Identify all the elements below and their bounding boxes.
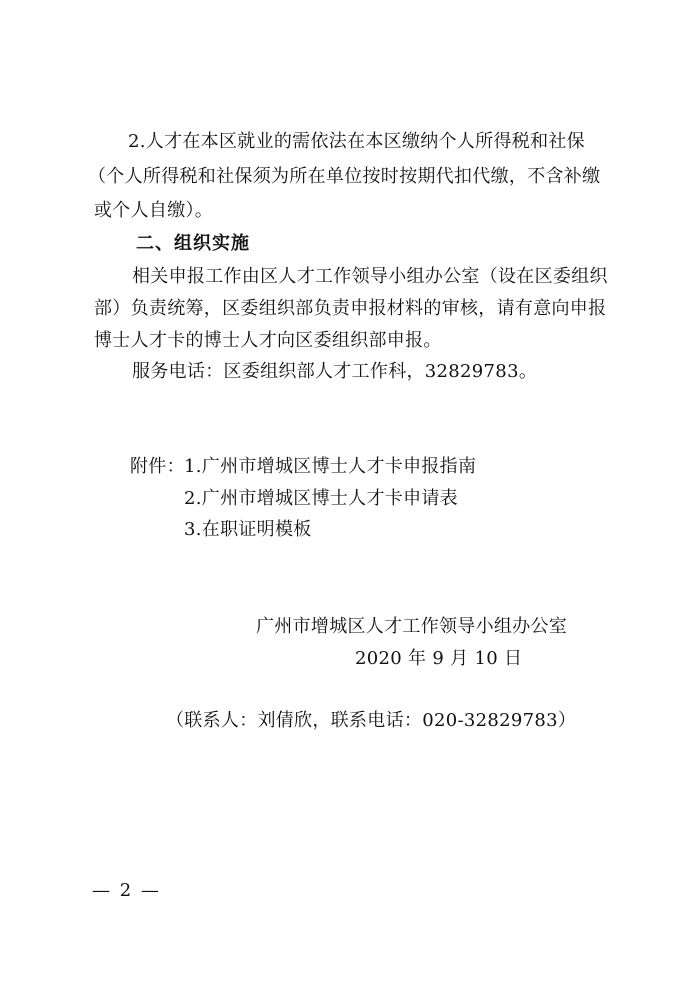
paragraph-2-line-1: 相关申报工作由区人才工作领导小组办公室（设在区委组织 bbox=[132, 266, 608, 287]
paragraph-2-line-2: 部）负责统筹，区委组织部负责申报材料的审核，请有意向申报 bbox=[94, 298, 607, 319]
page-number: — 2 — bbox=[92, 880, 161, 901]
paragraph-1-line-2: （个人所得税和社保须为所在单位按时按期代扣代缴，不含补缴 bbox=[88, 166, 601, 187]
signature-org: 广州市增城区人才工作领导小组办公室 bbox=[256, 616, 568, 637]
paragraph-1-line-1: 2.人才在本区就业的需依法在本区缴纳个人所得税和社保 bbox=[128, 131, 585, 152]
service-phone: 服务电话：区委组织部人才工作科，32829783。 bbox=[132, 361, 538, 382]
attachments-label: 附件： bbox=[130, 456, 185, 477]
attachment-item-1: 1.广州市增城区博士人才卡申报指南 bbox=[184, 456, 477, 477]
attachment-item-3: 3.在职证明模板 bbox=[184, 519, 312, 540]
attachment-item-2: 2.广州市增城区博士人才卡申请表 bbox=[184, 488, 458, 509]
signature-date: 2020 年 9 月 10 日 bbox=[355, 648, 523, 669]
paragraph-1-line-3: 或个人自缴）。 bbox=[94, 200, 214, 221]
paragraph-2-line-3: 博士人才卡的博士人才向区委组织部申报。 bbox=[94, 330, 442, 351]
section-2-heading: 二、组织实施 bbox=[136, 233, 250, 254]
contact-info: （联系人：刘倩欣，联系电话：020-32829783） bbox=[166, 710, 577, 731]
